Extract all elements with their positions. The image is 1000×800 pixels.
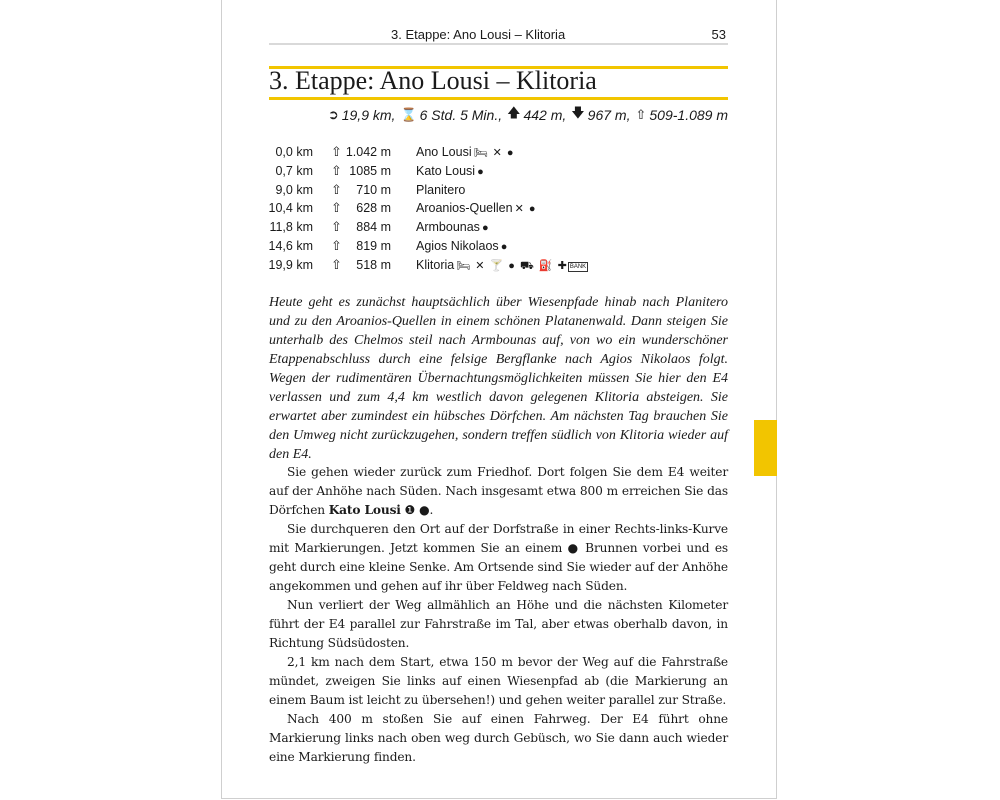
facility-icons: 🛏 ✕ ● (473, 147, 515, 159)
route-row (269, 182, 728, 201)
facility-icons: 🛏 ✕ 🍸 ● ⛟ ⛽ ✚ (456, 259, 568, 272)
route-altitude: 1085 m (349, 163, 391, 178)
route-row (269, 144, 728, 163)
route-altitude: 819 m (356, 238, 391, 253)
altitude-icon: ⇧ (331, 219, 342, 235)
water-drop-icon: ● (419, 503, 430, 517)
paragraph-end: . (429, 503, 434, 517)
route-altitude: 1.042 m (345, 145, 391, 159)
chapter-thumb-tab (754, 420, 777, 476)
stat-duration: 6 Std. 5 Min., (419, 107, 503, 123)
route-place-name: Armbounas (416, 220, 480, 235)
altitude-icon: ⇧ (331, 237, 342, 253)
paragraph-text: Brunnen vorbei und es geht durch eine kleine Senke. Am Ortsende sind Sie wieder auf der Anhöhe angekommen und gehen auf ihr über Feldweg nach Süden. (269, 541, 728, 593)
route-km: 10,4 km (268, 201, 313, 216)
route-place (416, 220, 490, 234)
stat-distance: 19,9 km, (341, 107, 396, 123)
running-title: 3. Etappe: Ano Lousi – Klitoria (391, 27, 566, 42)
hourglass-icon: ⌛ (400, 107, 417, 122)
bank-icon: BANK (569, 263, 587, 270)
route-place-name: Klitoria (416, 257, 455, 272)
altitude-icon: ⇧ (331, 200, 342, 216)
title-rule-bottom (269, 97, 728, 100)
distance-icon: ➲ (327, 107, 339, 122)
running-header (269, 25, 728, 43)
facility-icons: ✕ ● (514, 203, 537, 216)
route-place (416, 258, 588, 274)
descent-arrow-icon: 🡇 (571, 105, 585, 120)
facility-icons: ● (481, 222, 490, 235)
route-km: 11,8 km (269, 220, 313, 235)
route-table (269, 144, 728, 276)
altitude-icon: ⇧ (635, 107, 647, 122)
route-place-name: Ano Lousi (416, 145, 472, 159)
route-altitude: 628 m (356, 201, 391, 216)
paragraph (269, 520, 728, 596)
ascent-arrow-icon: 🡅 (507, 105, 521, 120)
paragraph: 2,1 km nach dem Start, etwa 150 m bevor der Weg auf die Fahrstraße mündet, zweigen Sie links auf einen Wiesenpfad ab (die Markierung an einem Baum ist leicht zu übersehen!) und gehen weiter parallel zur Straße. (269, 655, 728, 707)
facility-icons: ● (477, 165, 485, 178)
route-place-name: Kato Lousi (416, 163, 476, 178)
paragraph: Nach 400 m stoßen Sie auf einen Fahrweg. Der E4 führt ohne Markierung links nach oben weg durch Gebüsch, wo Sie dann auch wieder eine Markierung finden. (269, 712, 728, 764)
chapter-title: 3. Etappe: Ano Lousi – Klitoria (269, 66, 597, 95)
altitude-icon: ⇧ (331, 162, 342, 178)
route-row (269, 200, 728, 219)
altitude-icon: ⇧ (331, 181, 342, 197)
route-km: 0,0 km (275, 145, 313, 159)
place-name: Kato Lousi (328, 503, 401, 517)
stat-altitude-range: 509-1.089 m (649, 107, 728, 123)
paragraph (269, 463, 728, 520)
route-altitude: 710 m (356, 182, 391, 197)
header-rule (269, 43, 728, 45)
stage-intro: Heute geht es zunächst hauptsächlich über Wiesenpfade hinab nach Planitero und zu den Aroanios-Quellen in einem schönen Platanenwald. Dann steigen Sie unterhalb des Chelmos steil nach Armbounas auf, von wo ein wunderschöner Etappenabschluss durch eine felsige Bergflanke nach Agios Nikolaos folgt. Wegen der rudimentären Übernachtungsmöglichkeiten müssen Sie hier den E4 verlassen und zum 4,4 km westlich davon gelegenen Klitoria absteigen. Sie erwartet aber zumindest ein hübsches Dörfchen. Am nächsten Tag brauchen Sie den Umweg nicht zurückzugehen, sondern treffen südlich von Klitoria wieder auf den E4. (269, 295, 728, 462)
route-row (269, 219, 728, 238)
paragraph-text: Sie gehen wieder zurück zum Friedhof. Dort folgen Sie dem E4 weiter auf der Anhöhe nach Süden. Nach insgesamt etwa 800 m erreichen Sie das Dörfchen (269, 465, 728, 517)
route-place-name: Planitero (416, 182, 466, 197)
route-place-name: Aroanios-Quellen (416, 201, 513, 216)
water-drop-icon: ● (567, 541, 580, 555)
route-row (269, 163, 728, 182)
route-row (269, 257, 728, 276)
paragraph-text: Sie durchqueren den Ort auf der Dorfstraße in einer Rechts-links-Kurve mit Markierungen. Jetzt kommen Sie an einem (269, 522, 728, 555)
route-place (416, 183, 467, 197)
stat-descent: 967 m, (587, 107, 631, 123)
altitude-icon: ⇧ (331, 256, 342, 272)
facility-icons: ● (500, 240, 509, 253)
route-km: 9,0 km (275, 182, 313, 197)
stat-ascent: 442 m, (523, 107, 567, 123)
altitude-icon: ⇧ (331, 144, 342, 159)
route-place (416, 239, 508, 253)
route-row (269, 238, 728, 257)
body-text (269, 463, 728, 767)
route-altitude: 518 m (356, 257, 391, 272)
route-place-name: Agios Nikolaos (416, 238, 499, 253)
route-place (416, 164, 485, 178)
route-km: 14,6 km (268, 238, 313, 253)
stage-stats (328, 104, 728, 126)
route-place (416, 145, 515, 159)
paragraph: Nun verliert der Weg allmählich an Höhe und die nächsten Kilometer führt der E4 parallel zur Fahrstraße im Tal, aber etwas oberhalb davon, in Richtung Südsüdosten. (269, 598, 728, 650)
route-km: 19,9 km (268, 257, 313, 272)
waypoint-marker-icon: ❶ (404, 503, 416, 517)
page-number: 53 (711, 27, 726, 42)
route-km: 0,7 km (275, 163, 313, 178)
route-place (416, 201, 537, 215)
route-altitude: 884 m (356, 220, 391, 235)
